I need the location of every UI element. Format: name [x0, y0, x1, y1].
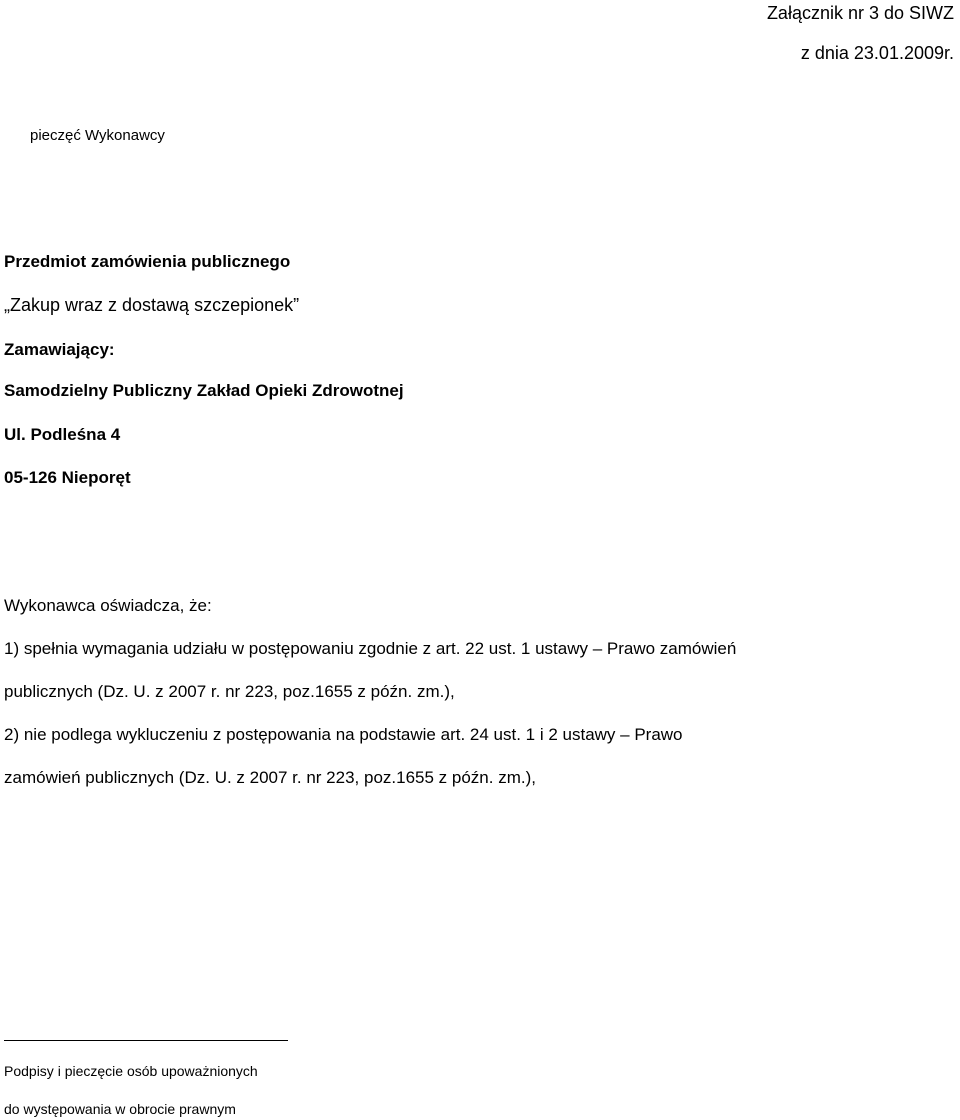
declaration-item-2-line-1: 2) nie podlega wykluczeniu z postępowania na podstawie art. 24 ust. 1 i 2 ustawy – Prawo: [4, 725, 683, 744]
declaration-item-2-line-2: zamówień publicznych (Dz. U. z 2007 r. nr 223, poz.1655 z późn. zm.),: [4, 768, 536, 787]
declaration-item-1-line-2: publicznych (Dz. U. z 2007 r. nr 223, poz.1655 z późn. zm.),: [4, 682, 455, 701]
ordering-party-heading: Zamawiający:: [4, 340, 115, 359]
ordering-party-name: Samodzielny Publiczny Zakład Opieki Zdrowotnej: [4, 381, 404, 400]
annex-label: Załącznik nr 3 do SIWZ: [766, 3, 954, 23]
declaration-item-1-line-1: 1) spełnia wymagania udziału w postępowaniu zgodnie z art. 22 ust. 1 ustawy – Prawo zamówień: [4, 639, 737, 658]
ordering-party-city: 05-126 Nieporęt: [4, 468, 131, 487]
stamp-label: pieczęć Wykonawcy: [30, 127, 165, 144]
declaration-intro: Wykonawca oświadcza, że:: [4, 596, 212, 615]
signature-label-line-1: Podpisy i pieczęcie osób upoważnionych: [4, 1063, 258, 1079]
signature-label-line-2: do występowania w obrocie prawnym: [4, 1101, 236, 1117]
subject-heading: Przedmiot zamówienia publicznego: [4, 252, 291, 271]
subject-title: „Zakup wraz z dostawą szczepionek”: [4, 295, 300, 315]
ordering-party-street: Ul. Podleśna 4: [4, 425, 121, 444]
signature-line: [4, 1040, 288, 1041]
annex-date: z dnia 23.01.2009r.: [800, 43, 954, 63]
